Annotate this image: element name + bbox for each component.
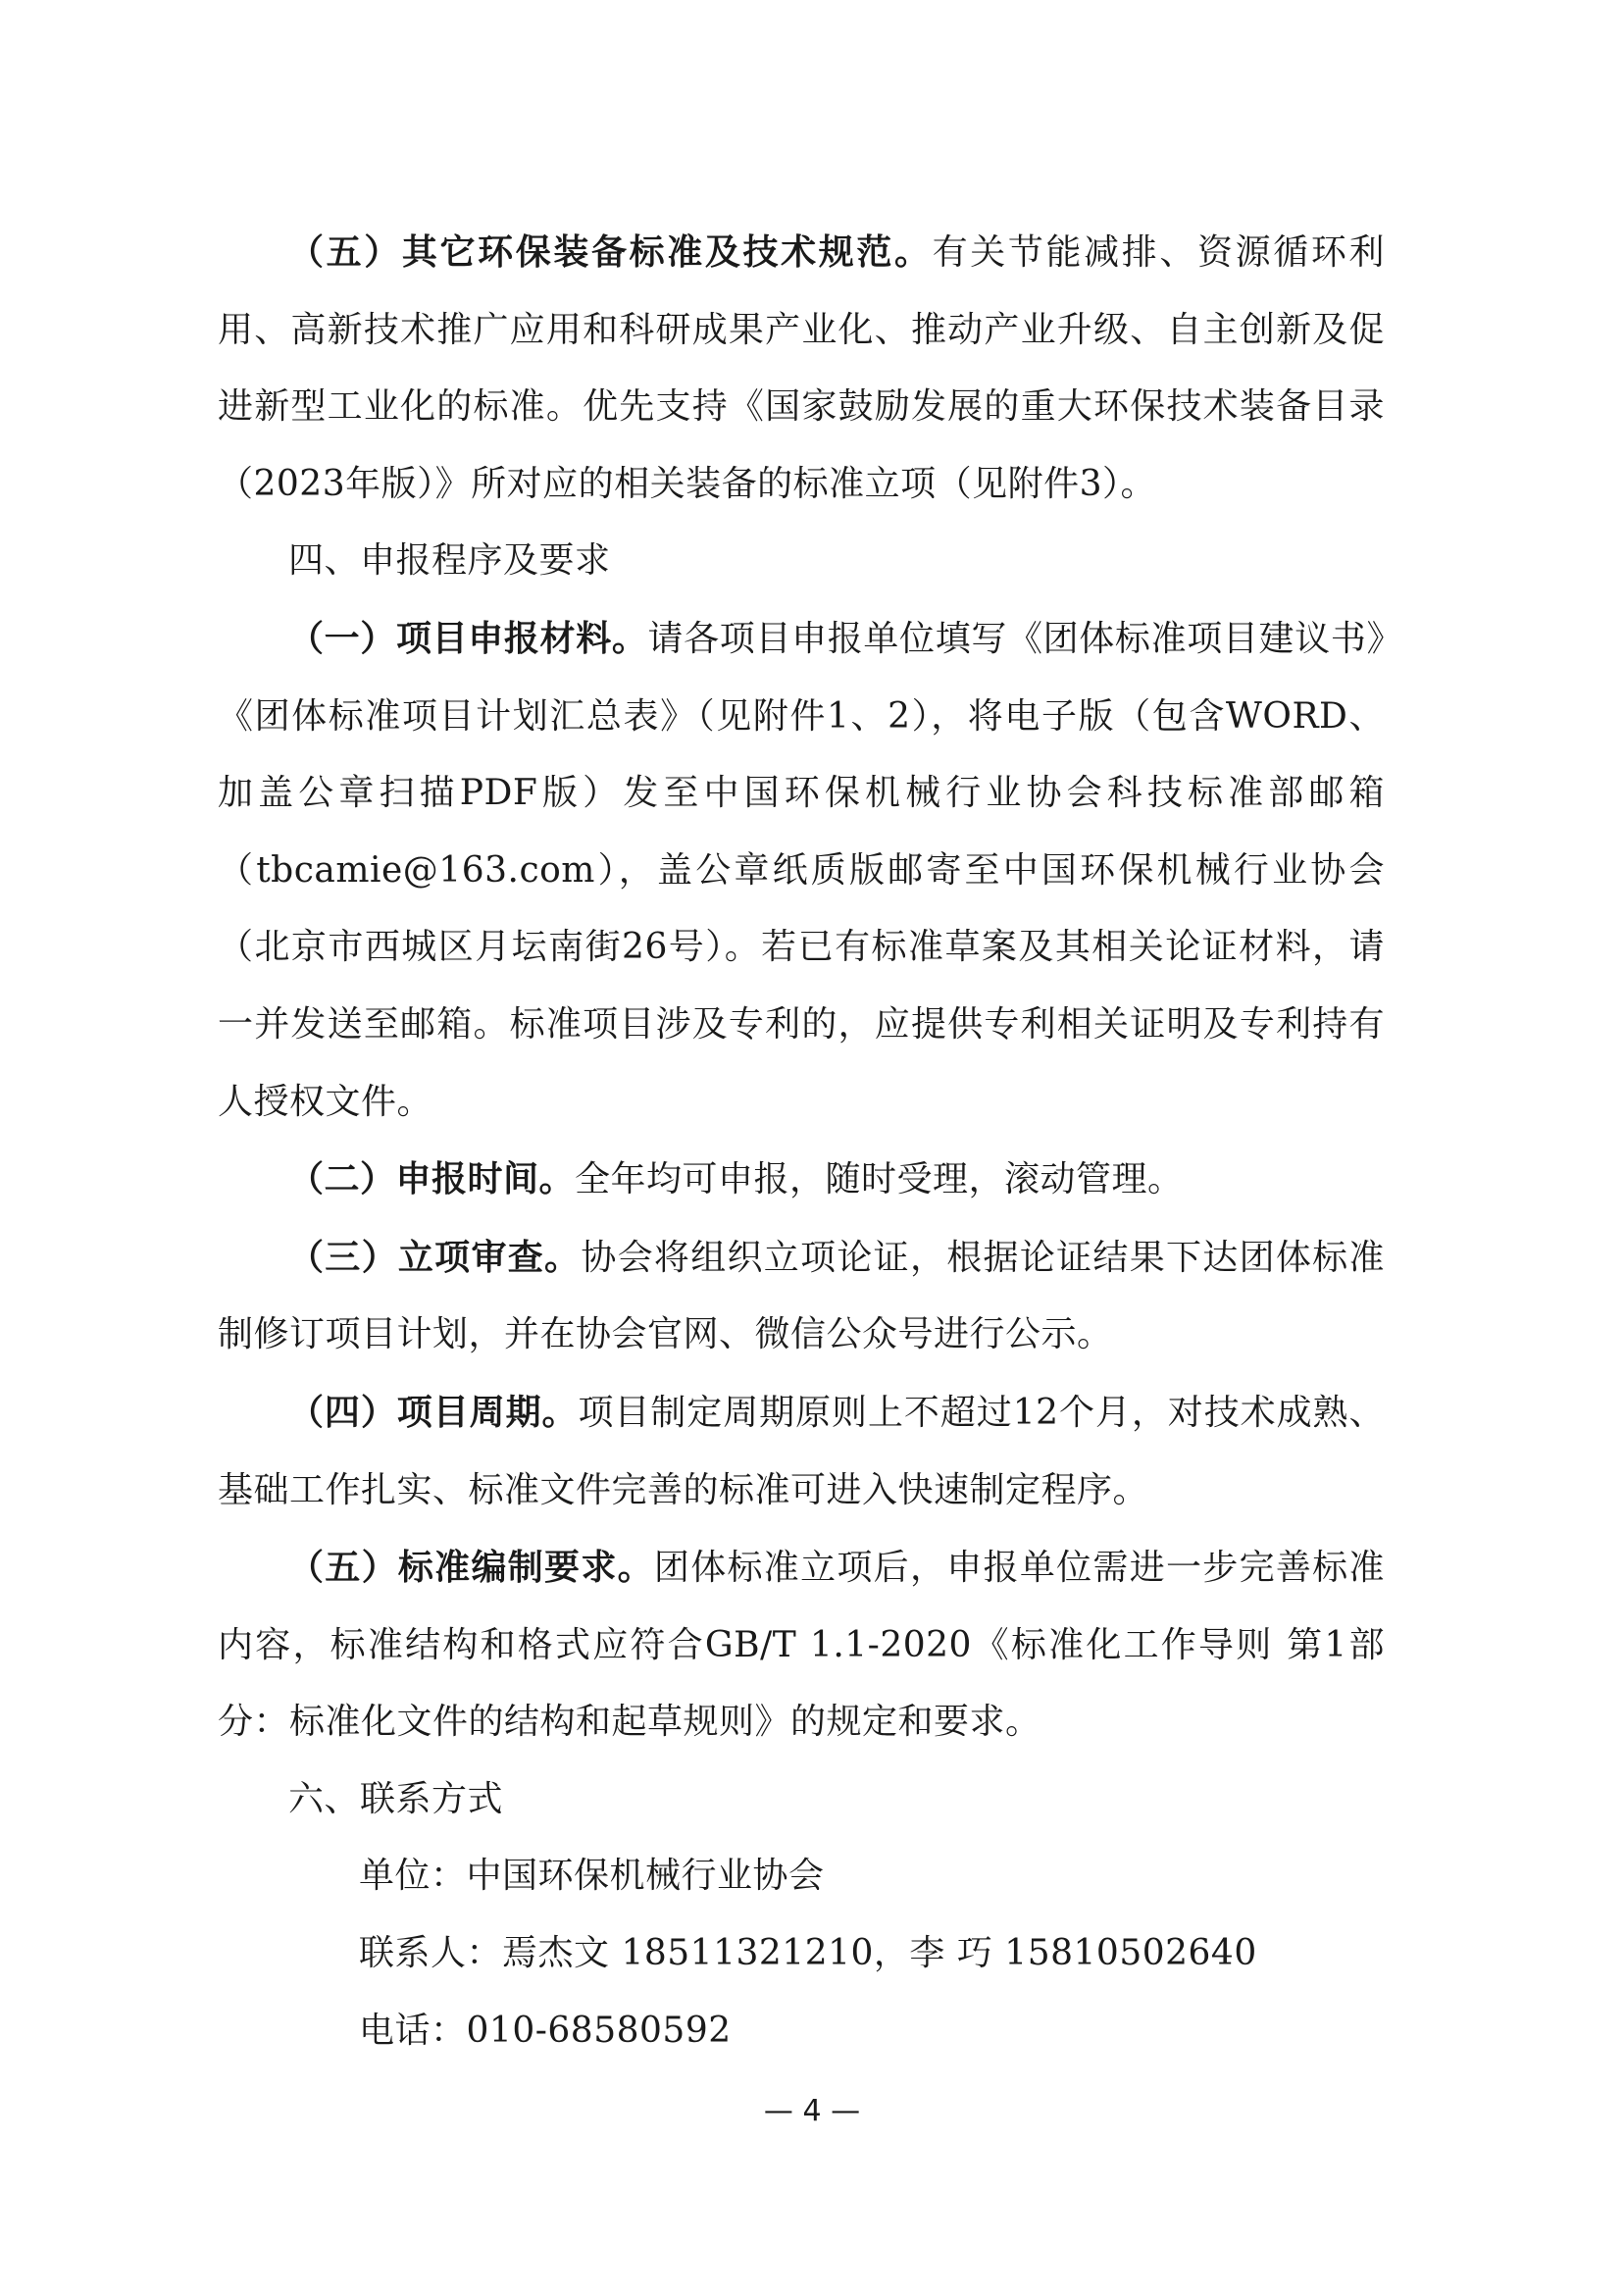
contact-person-label: 联系人： (359, 1933, 503, 1974)
contact-person-value: 焉杰文 18511321210，李 巧 15810502640 (502, 1933, 1257, 1974)
paragraph-lead: （五）其它环保装备标准及技术规范。 (288, 231, 933, 273)
contact-unit (218, 1838, 1385, 1915)
paragraph-text: 团体标准立项后，申报单位需进一步完善标准内容，标准结构和格式应符合GB/T 1.1-2020《标准化工作导则 第1部分：标准化文件的结构和起草规则》的规定和要求。 (218, 1548, 1385, 1743)
paragraph-lead: （三）立项审查。 (288, 1236, 582, 1278)
paragraph-text: 项目制定周期原则上不超过12个月，对技术成熟、基础工作扎实、标准文件完善的标准可进入快速制定程序。 (218, 1392, 1385, 1510)
paragraph-lead: （五）标准编制要求。 (288, 1547, 654, 1589)
paragraph-project-review (218, 1219, 1385, 1374)
paragraph-lead: （一）项目申报材料。 (288, 617, 648, 659)
paragraph-lead: （二）申报时间。 (288, 1158, 576, 1200)
contact-phone (218, 1993, 1385, 2070)
paragraph-drafting-requirements (218, 1529, 1385, 1761)
paragraph-text: 协会将组织立项论证，根据论证结果下达团体标准制修订项目计划，并在协会官网、微信公众号进行公示。 (218, 1237, 1385, 1355)
contact-phone-label: 电话： (359, 2010, 467, 2051)
paragraph-other-standards (218, 214, 1385, 523)
contact-person (218, 1915, 1385, 1993)
contact-unit-value: 中国环保机械行业协会 (466, 1856, 825, 1897)
paragraph-application-materials (218, 600, 1385, 1141)
paragraph-text: 全年均可申报，随时受理，滚动管理。 (575, 1159, 1184, 1200)
paragraph-text: 请各项目申报单位填写《团体标准项目建议书》《团体标准项目计划汇总表》（见附件1、2），将电子版（包含WORD、加盖公章扫描PDF版）发至中国环保机械行业协会科技标准部邮箱（tbcamie@163.com），盖公章纸质版邮寄至中国环保机械行业协会（北京市西城区月坛南街26号）。若已有标准草案及其相关论证材料，请一并发送至邮箱。标准项目涉及专利的，应提供专利相关证明及专利持有人授权文件。 (218, 618, 1385, 1122)
section-heading-application-procedure: 四、申报程序及要求 (288, 540, 611, 582)
page-number: — 4 — (763, 2094, 861, 2128)
document-body (218, 214, 1385, 2069)
paragraph-project-cycle (218, 1374, 1385, 1529)
contact-unit-label: 单位： (359, 1856, 467, 1897)
paragraph-text: 有关节能减排、资源循环利用、高新技术推广应用和科研成果产业化、推动产业升级、自主创新及促进新型工业化的标准。优先支持《国家鼓励发展的重大环保技术装备目录（2023年版）》所对应的相关装备的标准立项（见附件3）。 (218, 232, 1385, 504)
paragraph-lead: （四）项目周期。 (288, 1391, 579, 1433)
contact-phone-value: 010-68580592 (466, 2010, 732, 2051)
paragraph-application-time (218, 1141, 1385, 1219)
section-heading-contact: 六、联系方式 (288, 1778, 504, 1819)
